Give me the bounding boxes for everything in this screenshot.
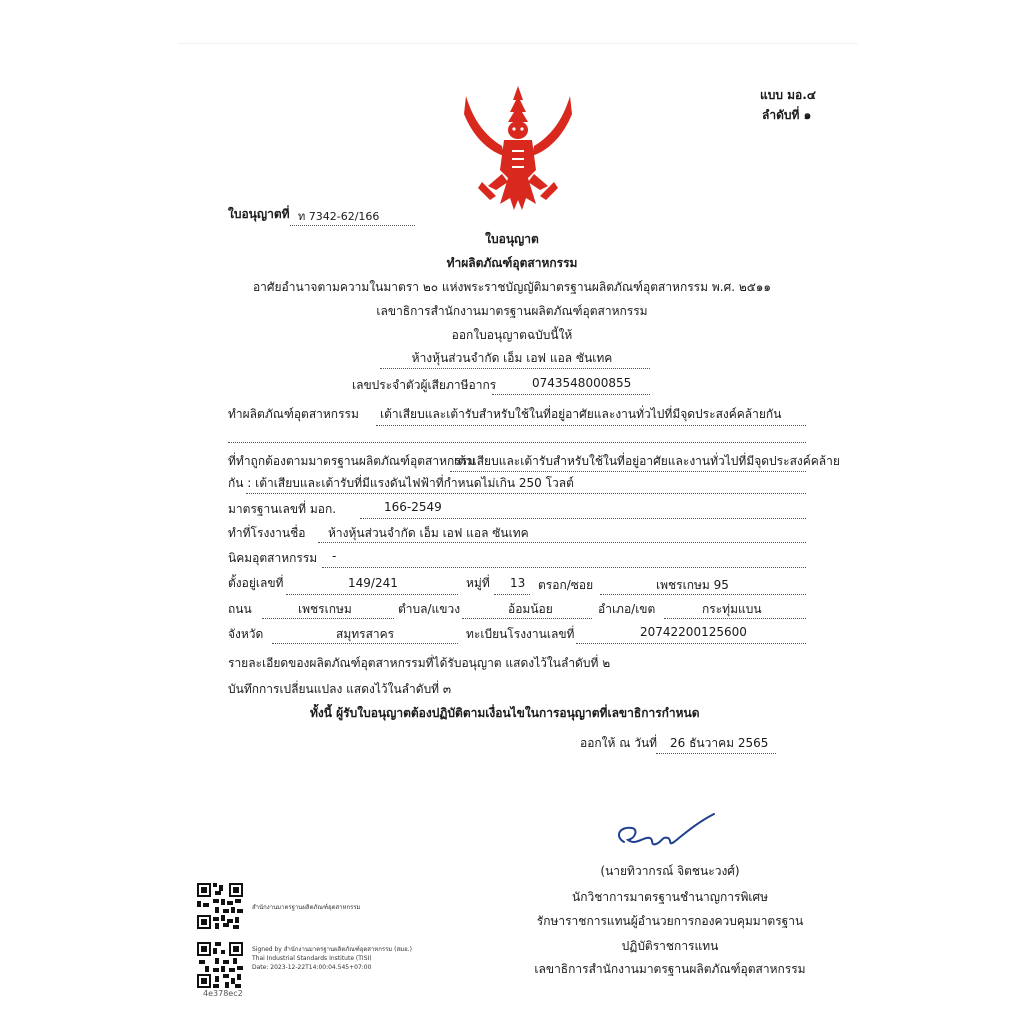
dotted-line [272, 642, 458, 644]
signatory-title-2: รักษาราชการแทนผู้อำนวยการกองควบคุมมาตรฐาน [536, 914, 804, 928]
signed-date: Date: 2023-12-22T14:00:04.545+07:00 [252, 964, 372, 971]
dotted-line [664, 617, 806, 619]
dotted-line [360, 517, 806, 519]
dotted-line [262, 617, 394, 619]
address-value: 149/241 [348, 576, 398, 590]
soi-value: เพชรเกษม 95 [656, 578, 729, 592]
license-number: ท 7342-62/166 [298, 210, 380, 223]
signatory-title-4: เลขาธิการสำนักงานมาตรฐานผลิตภัณฑ์อุตสาหกรรม [534, 962, 806, 976]
license-label: ใบอนุญาตที่ [228, 207, 290, 221]
factory-label: ทำที่โรงงานชื่อ [228, 526, 306, 540]
standard-number-value: 166-2549 [384, 500, 442, 514]
details-note: รายละเอียดของผลิตภัณฑ์อุตสาหกรรมที่ได้รับอนุญาต แสดงไว้ในลำดับที่ ๒ [228, 656, 611, 670]
road-label: ถนน [228, 602, 252, 616]
dotted-line [600, 593, 806, 595]
estate-value: - [332, 549, 337, 563]
standard-value-line2: กัน : เต้าเสียบและเต้ารับที่มีแรงดันไฟฟ้าที่กำหนดไม่เกิน 250 โวลต์ [228, 476, 574, 490]
document-subtitle: ทำผลิตภัณฑ์อุตสาหกรรม [446, 256, 578, 270]
subdistrict-value: อ้อมน้อย [508, 602, 553, 616]
subdistrict-label: ตำบล/แขวง [398, 602, 461, 616]
issue-date-value: 26 ธันวาคม 2565 [670, 736, 769, 750]
moo-label: หมู่ที่ [466, 576, 490, 590]
district-label: อำเภอ/เขต [598, 602, 656, 616]
handwritten-signature-icon [610, 812, 720, 856]
estate-label: นิคมอุตสาหกรรม [228, 551, 318, 565]
verification-code: 4e378ec2 [203, 989, 243, 998]
authority-line: อาศัยอำนาจตามความในมาตรา ๒๐ แห่งพระราชบัญญัติมาตรฐานผลิตภัณฑ์อุตสาหกรรม พ.ศ. ๒๕๑๑ [252, 280, 772, 294]
soi-label: ตรอก/ซอย [538, 578, 594, 592]
signatory-title-3: ปฏิบัติราชการแทน [621, 939, 719, 953]
signed-by: Signed by สำนักงานมาตรฐานผลิตภัณฑ์อุตสาหกรรม (สมอ.) [252, 946, 412, 953]
tax-label: เลขประจำตัวผู้เสียภาษีอากร [352, 378, 497, 392]
qr-code-icon [197, 883, 243, 929]
standard-label: ที่ทำถูกต้องตามมาตรฐานผลิตภัณฑ์อุตสาหกรรม [228, 454, 476, 468]
product-value: เต้าเสียบและเต้ารับสำหรับใช้ในที่อยู่อาศัยและงานทั่วไปที่มีจุดประสงค์คล้ายกัน [380, 407, 782, 421]
top-border [178, 43, 858, 44]
registration-value: 20742200125600 [640, 625, 747, 639]
factory-name: ห้างหุ้นส่วนจำกัด เอ็ม เอฟ แอล ซันเทค [328, 526, 529, 540]
document-title: ใบอนุญาต [485, 232, 539, 246]
province-value: สมุทรสาคร [336, 627, 395, 641]
secretary-line: เลขาธิการสำนักงานมาตรฐานผลิตภัณฑ์อุตสาหกรรม [376, 304, 648, 318]
district-value: กระทุ่มแบน [702, 602, 762, 616]
condition-note: ทั้งนี้ ผู้รับใบอนุญาตต้องปฏิบัติตามเงื่อนไขในการอนุญาตที่เลขาธิการกำหนด [310, 706, 700, 720]
garuda-emblem-icon [462, 86, 574, 212]
dotted-line [656, 752, 776, 754]
signatory-title-1: นักวิชาการมาตรฐานชำนาญการพิเศษ [571, 890, 769, 904]
dotted-line [492, 393, 650, 395]
dotted-line [318, 541, 806, 543]
moo-value: 13 [510, 576, 526, 590]
product-label: ทำผลิตภัณฑ์อุตสาหกรรม [228, 407, 359, 421]
dotted-line [576, 642, 806, 644]
signatory-name: (นายทิวากรณ์ จิตชนะวงศ์) [600, 864, 740, 878]
standard-number-label: มาตรฐานเลขที่ มอก. [228, 502, 337, 516]
standard-value-line1: เต้าเสียบและเต้ารับสำหรับใช้ในที่อยู่อาศัยและงานทั่วไปที่มีจุดประสงค์คล้าย [454, 454, 840, 468]
office-label: สำนักงานมาตรฐานผลิตภัณฑ์อุตสาหกรรม [252, 904, 361, 911]
institute-name: Thai Industrial Standards Institute (TISI) [252, 955, 372, 962]
dotted-line [286, 593, 458, 595]
road-value: เพชรเกษม [298, 602, 352, 616]
dotted-line [376, 424, 806, 426]
dotted-line [228, 441, 806, 443]
qr-code-icon [197, 942, 243, 988]
form-code: แบบ มอ.๔ [760, 88, 816, 102]
dotted-line [450, 470, 806, 472]
province-label: จังหวัด [228, 627, 264, 641]
registration-label: ทะเบียนโรงงานเลขที่ [466, 627, 575, 641]
issue-date-label: ออกให้ ณ วันที่ [580, 736, 658, 750]
tax-value: 0743548000855 [532, 376, 632, 390]
form-order: ลำดับที่ ๑ [762, 108, 812, 122]
dotted-line [322, 566, 806, 568]
dotted-line [462, 617, 592, 619]
issue-to-line: ออกใบอนุญาตฉบับนี้ให้ [451, 328, 573, 342]
changes-note: บันทึกการเปลี่ยนแปลง แสดงไว้ในลำดับที่ ๓ [228, 682, 452, 696]
dotted-line [494, 593, 530, 595]
dotted-line [380, 367, 650, 369]
address-label: ตั้งอยู่เลขที่ [228, 576, 284, 590]
licensee-name: ห้างหุ้นส่วนจำกัด เอ็ม เอฟ แอล ซันเทค [411, 351, 613, 365]
dotted-line [290, 224, 415, 226]
dotted-line [246, 492, 806, 494]
